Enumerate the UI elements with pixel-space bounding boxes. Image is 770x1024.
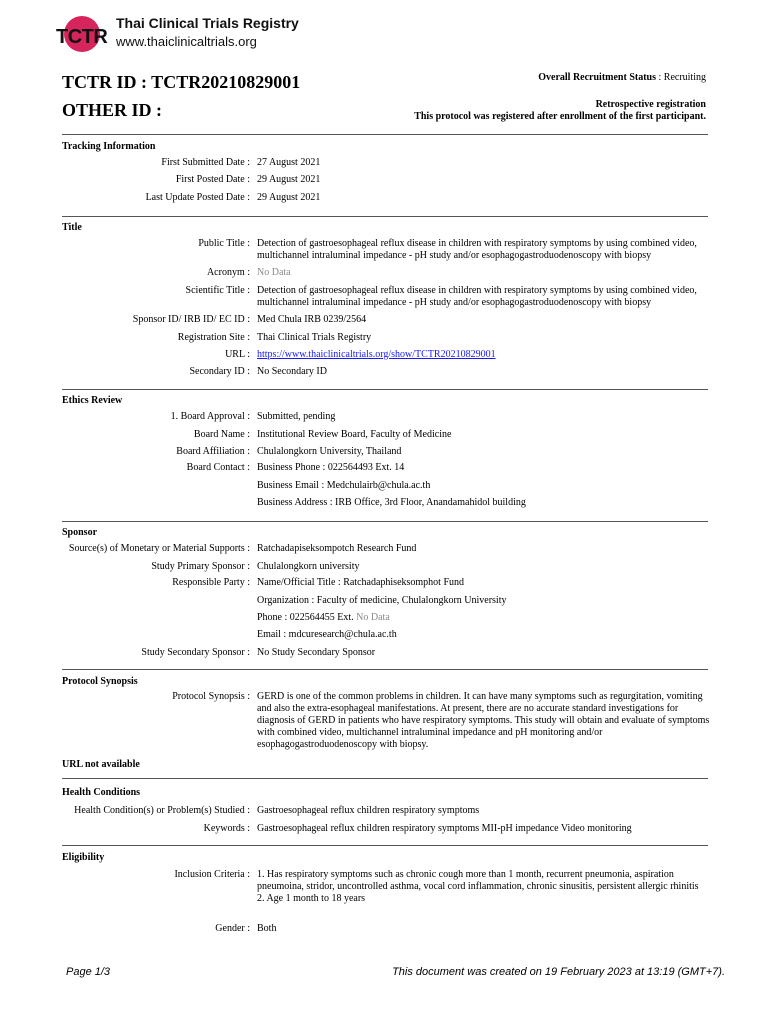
row-label: Registration Site :: [177, 332, 250, 343]
inclusion-item: 1. Has respiratory symptoms such as chronic cough more than 1 month, recurrent pneumonia, aspiration pneumoina, stridor, uncontrolled asthma, vocal cord inflammation, chronic sinusitis, persistent allergic rhinitis: [257, 869, 699, 892]
row-label: Secondary ID :: [189, 366, 250, 377]
section-title: Sponsor: [62, 527, 98, 538]
retro-title: Retrospective registration: [595, 99, 706, 110]
inclusion-item: 2. Age 1 month to 18 years: [257, 893, 366, 904]
secondary-id: No Secondary ID: [257, 366, 327, 377]
registry-name: Thai Clinical Trials Registry: [116, 15, 299, 31]
phone-text: Phone : 022564455 Ext.: [257, 612, 357, 623]
row-label: Source(s) of Monetary or Material Supports :: [68, 543, 250, 554]
public-title: Detection of gastroesophageal reflux disease in children with respiratory symptoms by using combined video, multichannel intraluminal impedance - pH study and/or esophagogastroduodenoscopy with biopsy: [257, 238, 697, 261]
row-label: Inclusion Criteria :: [174, 869, 250, 880]
divider: [62, 216, 708, 217]
divider: [62, 845, 708, 846]
keywords: Gastroesophageal reflux children respiratory symptoms MII-pH impedance Video monitoring: [257, 823, 632, 834]
section-title: Title: [62, 222, 82, 233]
divider: [62, 134, 708, 135]
divider: [62, 521, 708, 522]
row-label: First Posted Date :: [175, 174, 250, 185]
responsible-name: Name/Official Title : Ratchadaphiseksomphot Fund: [257, 577, 465, 588]
row-label: Scientific Title :: [185, 285, 250, 296]
row-label: Study Primary Sponsor :: [151, 561, 250, 572]
section-title: Eligibility: [62, 852, 105, 863]
inclusion-criteria: [257, 869, 712, 905]
row-label: Board Affiliation :: [176, 446, 250, 457]
trial-url-link[interactable]: https://www.thaiclinicaltrials.org/show/TCTR20210829001: [257, 349, 496, 360]
recruitment-status-value: : Recruiting: [656, 72, 706, 83]
row-label: Keywords :: [203, 823, 250, 834]
row-label: Study Secondary Sponsor :: [141, 647, 250, 658]
created-date: This document was created on 19 February 2023 at 13:19 (GMT+7).: [392, 966, 725, 978]
protocol-synopsis: GERD is one of the common problems in children. It can have many symptoms such as regurgitation, vomiting and also the extra-esophageal manifestations. At present, there are no accurate standard investigations for diagnosis of GERD in patients who have respiratory symptoms. This study will obtain and evaluate of symptoms with combined video, multichannel intraluminal impedance and pH monitoring and/or esophagogastroduodenoscopy with biopsy.: [257, 691, 710, 750]
row-label: Sponsor ID/ IRB ID/ EC ID :: [132, 314, 250, 325]
row-label: First Submitted Date :: [161, 157, 250, 168]
sponsor-id: Med Chula IRB 0239/2564: [257, 314, 367, 325]
row-label: Public Title :: [198, 238, 250, 249]
divider: [62, 778, 708, 779]
divider: [62, 389, 708, 390]
scientific-title: Detection of gastroesophageal reflux disease in children with respiratory symptoms by using combined video, multichannel intraluminal impedance - pH study and/or esophagogastroduodenoscopy with biopsy: [257, 285, 697, 308]
divider: [62, 669, 708, 670]
row-label: Responsible Party :: [172, 577, 250, 588]
row-value: 29 August 2021: [257, 192, 321, 203]
board-email: Business Email : Medchulairb@chula.ac.th: [257, 480, 431, 491]
row-label: Protocol Synopsis :: [172, 691, 250, 702]
row-label: Board Name :: [193, 429, 250, 440]
tctr-id: TCTR ID : TCTR20210829001: [62, 72, 301, 92]
url-not-available: URL not available: [62, 759, 140, 770]
phone-no-data: No Data: [356, 612, 390, 623]
recruitment-status: [538, 72, 706, 83]
section-title: Tracking Information: [62, 141, 156, 152]
section-title: Ethics Review: [62, 395, 123, 406]
board-phone: Business Phone : 022564493 Ext. 14: [257, 462, 405, 473]
tctr-logo: [56, 16, 108, 60]
row-label: Acronym :: [206, 267, 250, 278]
primary-sponsor: Chulalongkorn university: [257, 561, 360, 572]
row-label: URL :: [225, 349, 250, 360]
section-title: Health Conditions: [62, 787, 141, 798]
board-approval: Submitted, pending: [257, 411, 336, 422]
registry-url: www.thaiclinicaltrials.org: [116, 34, 257, 49]
board-name: Institutional Review Board, Faculty of Medicine: [257, 429, 452, 440]
retrospective-registration: [414, 99, 706, 123]
section-title: Protocol Synopsis: [62, 676, 138, 687]
secondary-sponsor: No Study Secondary Sponsor: [257, 647, 376, 658]
other-id: OTHER ID :: [62, 100, 163, 120]
health-conditions: Gastroesophageal reflux children respiratory symptoms: [257, 805, 480, 816]
row-label: Health Condition(s) or Problem(s) Studied :: [74, 805, 250, 816]
row-label: Board Contact :: [186, 462, 250, 473]
retro-note: This protocol was registered after enrollment of the first participant.: [414, 111, 706, 122]
recruitment-status-label: Overall Recruitment Status: [538, 72, 656, 83]
organization: Organization : Faculty of medicine, Chulalongkorn University: [257, 595, 507, 606]
support-sources: Ratchadapiseksompotch Research Fund: [257, 543, 417, 554]
sponsor-email: Email : mdcuresearch@chula.ac.th: [257, 629, 397, 640]
sponsor-phone: [257, 612, 712, 624]
board-address: Business Address : IRB Office, 3rd Floor, Anandamahidol building: [257, 497, 526, 508]
row-value: 29 August 2021: [257, 174, 321, 185]
row-label: 1. Board Approval :: [170, 411, 250, 422]
gender: Both: [257, 923, 277, 934]
board-affiliation: Chulalongkorn University, Thailand: [257, 446, 402, 457]
row-label: Last Update Posted Date :: [145, 192, 250, 203]
page-number: Page 1/3: [66, 966, 111, 978]
acronym: No Data: [257, 267, 291, 278]
logo-text: TCTR: [56, 26, 108, 48]
row-label: Gender :: [215, 923, 250, 934]
row-value: 27 August 2021: [257, 157, 321, 168]
registration-site: Thai Clinical Trials Registry: [257, 332, 372, 343]
